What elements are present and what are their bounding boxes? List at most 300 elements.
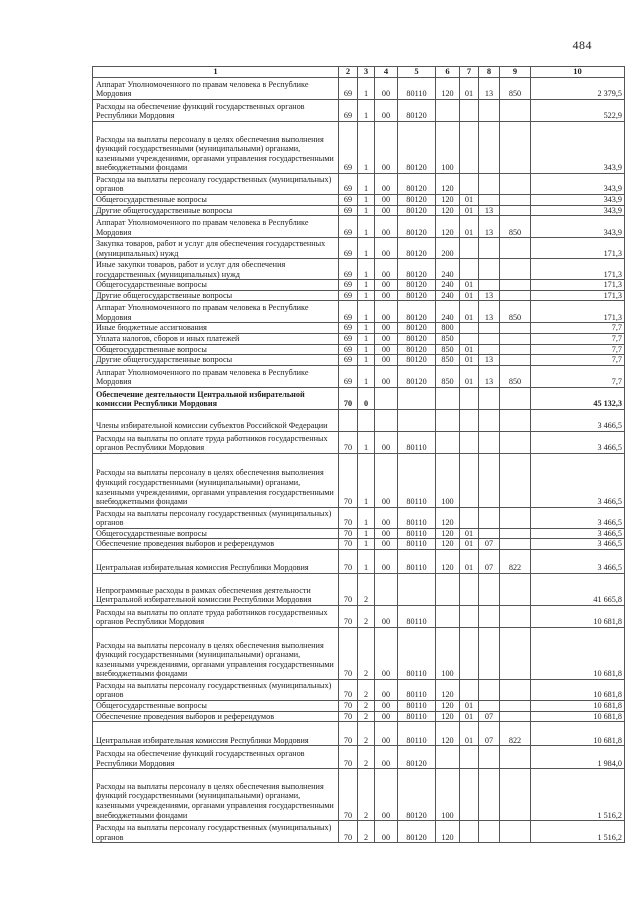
- row-amount: 3 466,5: [531, 549, 625, 573]
- row-subprogram-code: 00: [375, 746, 398, 769]
- row-target-code: 80110: [398, 507, 436, 528]
- row-amount: 522,9: [531, 100, 625, 122]
- row-section: 01: [460, 78, 479, 100]
- row-expense-type: [436, 605, 460, 627]
- row-target-code: 80110: [398, 627, 436, 679]
- row-section: 01: [460, 355, 479, 366]
- row-ministry-code: 69: [339, 216, 358, 238]
- row-description: Иные бюджетные ассигнования: [93, 323, 339, 334]
- row-amount: 1 516,2: [531, 769, 625, 821]
- row-subprogram-code: 00: [375, 333, 398, 344]
- row-admin-code: [500, 259, 531, 280]
- row-subsection: [479, 122, 500, 174]
- row-amount: 7,7: [531, 365, 625, 387]
- row-description: Уплата налогов, сборов и иных платежей: [93, 333, 339, 344]
- row-amount: 7,7: [531, 323, 625, 334]
- row-target-code: [398, 573, 436, 605]
- table-row: [93, 216, 625, 238]
- row-admin-code: 822: [500, 549, 531, 573]
- row-section: [460, 409, 479, 431]
- row-target-code: 80120: [398, 216, 436, 238]
- row-target-code: 80110: [398, 711, 436, 722]
- row-target-code: 80120: [398, 746, 436, 769]
- row-expense-type: 120: [436, 216, 460, 238]
- row-admin-code: [500, 528, 531, 539]
- row-subsection: [479, 195, 500, 206]
- table-row: [93, 453, 625, 507]
- row-description: Расходы на выплаты персоналу в целях обеспечения выполнения функций государственными (муниципальными) органами, казенными учреждениями, органами управления государственными внебюджетными фондами: [93, 122, 339, 174]
- row-admin-code: [500, 387, 531, 409]
- row-admin-code: [500, 746, 531, 769]
- row-subsection: 13: [479, 216, 500, 238]
- row-description: Другие общегосударственные вопросы: [93, 355, 339, 366]
- row-program-code: 1: [358, 549, 375, 573]
- row-subprogram-code: 00: [375, 711, 398, 722]
- table-row: [93, 195, 625, 206]
- table-row: [93, 722, 625, 746]
- row-amount: 7,7: [531, 333, 625, 344]
- row-subprogram-code: 00: [375, 700, 398, 711]
- row-section: 01: [460, 539, 479, 550]
- row-expense-type: 120: [436, 205, 460, 216]
- row-ministry-code: 69: [339, 78, 358, 100]
- row-description: Аппарат Уполномоченного по правам человека в Республике Мордовия: [93, 301, 339, 323]
- row-ministry-code: 70: [339, 453, 358, 507]
- row-subsection: [479, 769, 500, 821]
- row-program-code: 2: [358, 746, 375, 769]
- row-target-code: 80120: [398, 323, 436, 334]
- row-subprogram-code: [375, 409, 398, 431]
- row-target-code: 80110: [398, 539, 436, 550]
- row-target-code: 80120: [398, 280, 436, 291]
- row-program-code: 1: [358, 195, 375, 206]
- row-amount: 10 681,8: [531, 605, 625, 627]
- row-ministry-code: 70: [339, 539, 358, 550]
- row-expense-type: 100: [436, 453, 460, 507]
- table-row: [93, 431, 625, 453]
- row-expense-type: 240: [436, 301, 460, 323]
- row-ministry-code: 69: [339, 301, 358, 323]
- row-subsection: [479, 528, 500, 539]
- row-amount: 41 665,8: [531, 573, 625, 605]
- table-row: [93, 78, 625, 100]
- row-subprogram-code: [375, 387, 398, 409]
- row-program-code: 0: [358, 387, 375, 409]
- row-subsection: [479, 627, 500, 679]
- row-ministry-code: 69: [339, 290, 358, 301]
- row-target-code: 80110: [398, 78, 436, 100]
- row-ministry-code: 70: [339, 605, 358, 627]
- row-program-code: 1: [358, 355, 375, 366]
- table-row: [93, 290, 625, 301]
- row-target-code: 80120: [398, 301, 436, 323]
- row-amount: 343,9: [531, 195, 625, 206]
- row-description: Члены избирательной комиссии субъектов Российской Федерации: [93, 409, 339, 431]
- row-section: 01: [460, 280, 479, 291]
- row-expense-type: 800: [436, 323, 460, 334]
- row-subsection: [479, 453, 500, 507]
- row-admin-code: [500, 323, 531, 334]
- table-row: [93, 539, 625, 550]
- table-row: [93, 409, 625, 431]
- row-subprogram-code: 00: [375, 323, 398, 334]
- row-subprogram-code: 00: [375, 549, 398, 573]
- row-section: [460, 769, 479, 821]
- row-program-code: 2: [358, 821, 375, 843]
- row-description: Расходы на выплаты по оплате труда работников государственных органов Республики Мордовия: [93, 431, 339, 453]
- row-subsection: 13: [479, 365, 500, 387]
- row-ministry-code: 69: [339, 323, 358, 334]
- row-admin-code: [500, 700, 531, 711]
- row-description: Расходы на обеспечение функций государственных органов Республики Мордовия: [93, 746, 339, 769]
- table-row: [93, 700, 625, 711]
- row-ministry-code: 69: [339, 333, 358, 344]
- row-amount: 1 984,0: [531, 746, 625, 769]
- row-expense-type: 120: [436, 539, 460, 550]
- row-subprogram-code: 00: [375, 431, 398, 453]
- row-section: 01: [460, 301, 479, 323]
- table-row: [93, 387, 625, 409]
- page-number: 484: [572, 38, 592, 52]
- row-ministry-code: 70: [339, 679, 358, 700]
- row-description: Другие общегосударственные вопросы: [93, 205, 339, 216]
- row-expense-type: 100: [436, 627, 460, 679]
- row-subsection: [479, 746, 500, 769]
- row-target-code: [398, 409, 436, 431]
- row-amount: 7,7: [531, 344, 625, 355]
- header-col-7: 7: [460, 67, 479, 78]
- row-description: Расходы на выплаты персоналу государственных (муниципальных) органов: [93, 507, 339, 528]
- row-program-code: 1: [358, 301, 375, 323]
- row-target-code: 80110: [398, 679, 436, 700]
- row-section: 01: [460, 549, 479, 573]
- row-target-code: 80120: [398, 333, 436, 344]
- row-description: Иные закупки товаров, работ и услуг для обеспечения государственных (муниципальных) нужд: [93, 259, 339, 280]
- row-amount: 3 466,5: [531, 539, 625, 550]
- row-ministry-code: 70: [339, 573, 358, 605]
- table-row: [93, 205, 625, 216]
- row-expense-type: 120: [436, 679, 460, 700]
- table-row: [93, 323, 625, 334]
- table-row: [93, 821, 625, 843]
- row-expense-type: 100: [436, 769, 460, 821]
- row-expense-type: 850: [436, 333, 460, 344]
- row-subprogram-code: 00: [375, 290, 398, 301]
- row-ministry-code: 70: [339, 549, 358, 573]
- row-program-code: 2: [358, 627, 375, 679]
- row-expense-type: [436, 746, 460, 769]
- row-ministry-code: 69: [339, 280, 358, 291]
- row-ministry-code: 70: [339, 769, 358, 821]
- row-subprogram-code: 00: [375, 174, 398, 195]
- row-description: Расходы на выплаты по оплате труда работников государственных органов Республики Мордовия: [93, 605, 339, 627]
- row-description: Расходы на выплаты персоналу государственных (муниципальных) органов: [93, 679, 339, 700]
- row-section: [460, 679, 479, 700]
- table-row: [93, 333, 625, 344]
- row-ministry-code: 69: [339, 238, 358, 259]
- row-expense-type: 850: [436, 365, 460, 387]
- table-row: [93, 301, 625, 323]
- row-subsection: [479, 323, 500, 334]
- row-program-code: 1: [358, 539, 375, 550]
- row-expense-type: 120: [436, 700, 460, 711]
- row-amount: 7,7: [531, 355, 625, 366]
- row-subsection: 07: [479, 539, 500, 550]
- header-col-3: 3: [358, 67, 375, 78]
- row-section: [460, 100, 479, 122]
- row-subprogram-code: 00: [375, 205, 398, 216]
- row-subsection: 07: [479, 549, 500, 573]
- row-target-code: 80120: [398, 195, 436, 206]
- row-target-code: 80120: [398, 100, 436, 122]
- row-description: Непрограммные расходы в рамках обеспечения деятельности Центральной избирательной комиссии Республики Мордовия: [93, 573, 339, 605]
- row-target-code: 80110: [398, 431, 436, 453]
- row-description: Общегосударственные вопросы: [93, 528, 339, 539]
- row-ministry-code: 69: [339, 355, 358, 366]
- row-admin-code: [500, 100, 531, 122]
- row-subprogram-code: 00: [375, 453, 398, 507]
- row-program-code: 1: [358, 333, 375, 344]
- row-admin-code: [500, 238, 531, 259]
- row-section: 01: [460, 700, 479, 711]
- row-program-code: 1: [358, 344, 375, 355]
- row-subsection: [479, 679, 500, 700]
- row-description: Расходы на выплаты персоналу в целях обеспечения выполнения функций государственными (муниципальными) органами, казенными учреждениями, органами управления государственными внебюджетными фондами: [93, 453, 339, 507]
- row-section: 01: [460, 290, 479, 301]
- row-program-code: 1: [358, 238, 375, 259]
- row-amount: 10 681,8: [531, 711, 625, 722]
- header-col-10: 10: [531, 67, 625, 78]
- row-program-code: 1: [358, 290, 375, 301]
- row-program-code: 1: [358, 280, 375, 291]
- row-target-code: 80120: [398, 290, 436, 301]
- row-description: Общегосударственные вопросы: [93, 700, 339, 711]
- row-admin-code: [500, 195, 531, 206]
- row-section: 01: [460, 711, 479, 722]
- row-subprogram-code: 00: [375, 627, 398, 679]
- row-subprogram-code: 00: [375, 78, 398, 100]
- row-subprogram-code: 00: [375, 365, 398, 387]
- row-subsection: [479, 573, 500, 605]
- row-subprogram-code: 00: [375, 301, 398, 323]
- table-row: [93, 238, 625, 259]
- row-expense-type: [436, 387, 460, 409]
- row-target-code: 80120: [398, 205, 436, 216]
- row-subprogram-code: 00: [375, 528, 398, 539]
- row-subsection: 13: [479, 355, 500, 366]
- row-subsection: 13: [479, 290, 500, 301]
- row-ministry-code: 70: [339, 700, 358, 711]
- row-section: [460, 573, 479, 605]
- row-description: Закупка товаров, работ и услуг для обеспечения государственных (муниципальных) нужд: [93, 238, 339, 259]
- row-subprogram-code: [375, 573, 398, 605]
- row-admin-code: [500, 453, 531, 507]
- row-ministry-code: 69: [339, 174, 358, 195]
- table-row: [93, 627, 625, 679]
- row-admin-code: [500, 679, 531, 700]
- row-admin-code: [500, 431, 531, 453]
- table-row: [93, 344, 625, 355]
- row-admin-code: [500, 627, 531, 679]
- row-program-code: 1: [358, 259, 375, 280]
- row-program-code: [358, 409, 375, 431]
- row-description: Общегосударственные вопросы: [93, 280, 339, 291]
- row-amount: 3 466,5: [531, 409, 625, 431]
- table-row: [93, 507, 625, 528]
- row-program-code: 1: [358, 205, 375, 216]
- row-section: [460, 627, 479, 679]
- row-ministry-code: 69: [339, 122, 358, 174]
- row-program-code: 2: [358, 711, 375, 722]
- row-admin-code: 850: [500, 365, 531, 387]
- row-program-code: 1: [358, 528, 375, 539]
- row-subsection: [479, 344, 500, 355]
- row-ministry-code: [339, 409, 358, 431]
- row-description: Расходы на выплаты персоналу в целях обеспечения выполнения функций государственными (муниципальными) органами, казенными учреждениями, органами управления государственными внебюджетными фондами: [93, 627, 339, 679]
- row-admin-code: [500, 280, 531, 291]
- row-description: Аппарат Уполномоченного по правам человека в Республике Мордовия: [93, 365, 339, 387]
- row-target-code: 80120: [398, 821, 436, 843]
- row-section: [460, 333, 479, 344]
- row-expense-type: 850: [436, 355, 460, 366]
- row-amount: 3 466,5: [531, 528, 625, 539]
- row-amount: 3 466,5: [531, 453, 625, 507]
- row-description: Аппарат Уполномоченного по правам человека в Республике Мордовия: [93, 216, 339, 238]
- row-description: Обеспечение проведения выборов и референдумов: [93, 539, 339, 550]
- row-subsection: [479, 821, 500, 843]
- row-admin-code: 850: [500, 216, 531, 238]
- row-section: 01: [460, 528, 479, 539]
- row-subprogram-code: 00: [375, 195, 398, 206]
- row-admin-code: [500, 355, 531, 366]
- table-row: [93, 174, 625, 195]
- row-subsection: [479, 431, 500, 453]
- row-admin-code: [500, 507, 531, 528]
- row-description: Обеспечение проведения выборов и референдумов: [93, 711, 339, 722]
- row-description: Расходы на выплаты персоналу государственных (муниципальных) органов: [93, 821, 339, 843]
- row-expense-type: 100: [436, 122, 460, 174]
- row-admin-code: [500, 605, 531, 627]
- row-target-code: 80120: [398, 344, 436, 355]
- row-admin-code: 822: [500, 722, 531, 746]
- row-ministry-code: 70: [339, 431, 358, 453]
- row-expense-type: [436, 409, 460, 431]
- row-description: Центральная избирательная комиссия Республики Мордовия: [93, 722, 339, 746]
- table-row: [93, 573, 625, 605]
- row-subsection: 07: [479, 711, 500, 722]
- row-admin-code: [500, 122, 531, 174]
- row-section: [460, 453, 479, 507]
- row-subprogram-code: 00: [375, 539, 398, 550]
- row-target-code: 80110: [398, 722, 436, 746]
- table-header-row: [93, 67, 625, 78]
- row-admin-code: 850: [500, 78, 531, 100]
- row-expense-type: 120: [436, 722, 460, 746]
- row-subsection: [479, 280, 500, 291]
- row-subprogram-code: 00: [375, 238, 398, 259]
- row-program-code: 2: [358, 573, 375, 605]
- row-description: Аппарат Уполномоченного по правам человека в Республике Мордовия: [93, 78, 339, 100]
- row-description: Другие общегосударственные вопросы: [93, 290, 339, 301]
- row-admin-code: [500, 333, 531, 344]
- row-section: [460, 387, 479, 409]
- row-amount: 171,3: [531, 301, 625, 323]
- row-admin-code: [500, 290, 531, 301]
- table-row: [93, 280, 625, 291]
- row-description: Общегосударственные вопросы: [93, 195, 339, 206]
- row-description: Центральная избирательная комиссия Республики Мордовия: [93, 549, 339, 573]
- row-ministry-code: 70: [339, 746, 358, 769]
- row-admin-code: [500, 539, 531, 550]
- row-section: [460, 507, 479, 528]
- row-target-code: 80120: [398, 365, 436, 387]
- row-program-code: 1: [358, 122, 375, 174]
- header-col-8: 8: [479, 67, 500, 78]
- row-section: [460, 238, 479, 259]
- row-subsection: [479, 100, 500, 122]
- row-program-code: 2: [358, 722, 375, 746]
- row-subprogram-code: 00: [375, 100, 398, 122]
- row-target-code: 80120: [398, 174, 436, 195]
- table-row: [93, 365, 625, 387]
- row-expense-type: 120: [436, 821, 460, 843]
- row-expense-type: [436, 100, 460, 122]
- row-subprogram-code: 00: [375, 216, 398, 238]
- row-subsection: [479, 387, 500, 409]
- row-expense-type: 240: [436, 290, 460, 301]
- row-amount: 171,3: [531, 280, 625, 291]
- table-row: [93, 769, 625, 821]
- row-subprogram-code: 00: [375, 679, 398, 700]
- row-subsection: 07: [479, 722, 500, 746]
- header-col-6: 6: [436, 67, 460, 78]
- row-section: 01: [460, 205, 479, 216]
- header-col-1: 1: [93, 67, 339, 78]
- row-section: [460, 323, 479, 334]
- row-section: [460, 122, 479, 174]
- row-amount: 171,3: [531, 290, 625, 301]
- row-subprogram-code: 00: [375, 605, 398, 627]
- row-target-code: 80110: [398, 453, 436, 507]
- row-target-code: 80110: [398, 528, 436, 539]
- row-description: Расходы на выплаты персоналу государственных (муниципальных) органов: [93, 174, 339, 195]
- row-expense-type: [436, 431, 460, 453]
- row-subsection: [479, 605, 500, 627]
- row-subprogram-code: 00: [375, 280, 398, 291]
- header-col-4: 4: [375, 67, 398, 78]
- row-amount: 10 681,8: [531, 627, 625, 679]
- row-target-code: 80120: [398, 355, 436, 366]
- row-expense-type: 120: [436, 507, 460, 528]
- row-expense-type: 120: [436, 174, 460, 195]
- row-description: Расходы на обеспечение функций государственных органов Республики Мордовия: [93, 100, 339, 122]
- row-ministry-code: 70: [339, 821, 358, 843]
- row-amount: 171,3: [531, 238, 625, 259]
- table-row: [93, 528, 625, 539]
- header-col-9: 9: [500, 67, 531, 78]
- row-program-code: 2: [358, 769, 375, 821]
- row-program-code: 1: [358, 323, 375, 334]
- row-amount: 10 681,8: [531, 722, 625, 746]
- row-ministry-code: 70: [339, 711, 358, 722]
- row-subprogram-code: 00: [375, 722, 398, 746]
- row-amount: 343,9: [531, 122, 625, 174]
- row-admin-code: 850: [500, 301, 531, 323]
- row-ministry-code: 70: [339, 507, 358, 528]
- row-admin-code: [500, 821, 531, 843]
- row-section: [460, 259, 479, 280]
- table-row: [93, 355, 625, 366]
